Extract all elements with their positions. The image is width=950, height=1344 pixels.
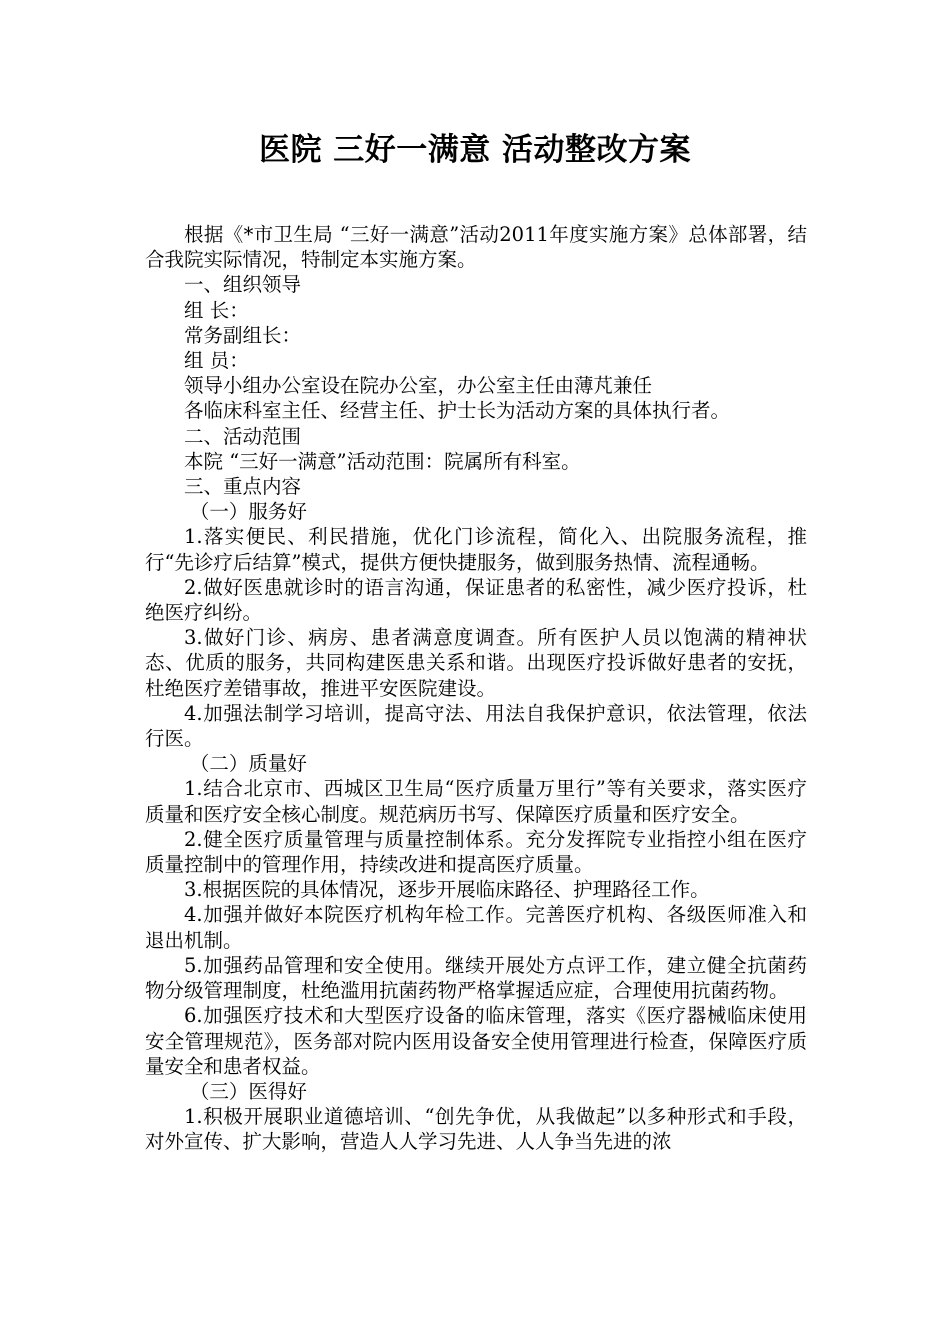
members-line: 组 员： [184, 349, 249, 373]
office-paragraph: 领导小组办公室设在院办公室，办公室主任由薄芃兼任 [184, 374, 653, 398]
quality-item-1: 1.结合北京市、西城区卫生局“医疗质量万里行”等有关要求，落实医疗质量和医疗安全核心制度。规范病历书写、保障医疗质量和医疗安全。 [145, 777, 807, 826]
deputy-leader-line: 常务副组长： [184, 323, 302, 347]
document-body [145, 222, 807, 1155]
section-heading-scope: 二、活动范围 [184, 424, 302, 448]
subsection-heading-quality: （二）质量好 [189, 752, 307, 776]
service-item-2: 2.做好医患就诊时的语言沟通，保证患者的私密性，减少医疗投诉，杜绝医疗纠纷。 [145, 575, 807, 625]
executors-paragraph: 各临床科室主任、经营主任、护士长为活动方案的具体执行者。 [184, 399, 731, 423]
intro-paragraph: 根据《*市卫生局 “三好一满意”活动2011年度实施方案》总体部署，结合我院实际情况，特制定本实施方案。 [145, 223, 807, 272]
service-item-1: 1.落实便民、利民措施，优化门诊流程，简化入、出院服务流程，推行“先诊疗后结算”模式，提供方便快捷服务，做到服务热情、流程通畅。 [145, 525, 807, 574]
subsection-heading-service: （一）服务好 [189, 500, 307, 524]
quality-item-2: 2.健全医疗质量管理与质量控制体系。充分发挥院专业指控小组在医疗质量控制中的管理作用，持续改进和提高医疗质量。 [145, 827, 807, 877]
group-leader-line: 组 长： [184, 298, 249, 322]
quality-item-4: 4.加强并做好本院医疗机构年检工作。完善医疗机构、各级医师准入和退出机制。 [145, 903, 807, 952]
subsection-heading-care: （三）医得好 [189, 1079, 307, 1103]
quality-item-5: 5.加强药品管理和安全使用。继续开展处方点评工作，建立健全抗菌药物分级管理制度，杜绝滥用抗菌药物严格掌握适应症，合理使用抗菌药物。 [145, 953, 807, 1003]
care-item-1: 1.积极开展职业道德培训、“创先争优，从我做起”以多种形式和手段，对外宣传、扩大影响，营造人人学习先进、人人争当先进的浓 [145, 1105, 807, 1154]
section-heading-organization: 一、组织领导 [184, 273, 302, 297]
scope-paragraph: 本院 “三好一满意”活动范围：院属所有科室。 [184, 449, 581, 473]
quality-item-3: 3.根据医院的具体情况，逐步开展临床路径、护理路径工作。 [184, 878, 710, 902]
service-item-3: 3.做好门诊、病房、患者满意度调查。所有医护人员以饱满的精神状态、优质的服务，共同构建医患关系和谐。出现医疗投诉做好患者的安抚，杜绝医疗差错事故，推进平安医院建设。 [145, 626, 807, 700]
quality-item-6: 6.加强医疗技术和大型医疗设备的临床管理，落实《医疗器械临床使用安全管理规范》，医务部对院内医用设备安全使用管理进行检查，保障医疗质量安全和患者权益。 [145, 1004, 807, 1078]
section-heading-key-content: 三、重点内容 [184, 475, 302, 499]
service-item-4: 4.加强法制学习培训，提高守法、用法自我保护意识，依法管理，依法行医。 [145, 701, 807, 751]
document-title: 医院 三好一满意 活动整改方案 [258, 132, 692, 168]
